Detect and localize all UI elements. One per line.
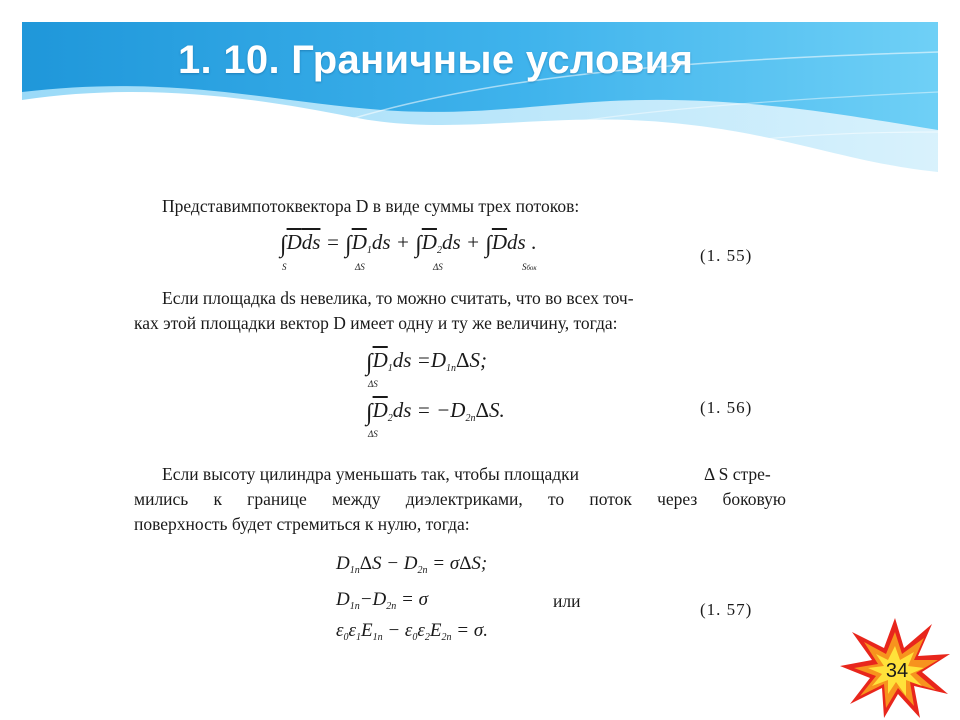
slide-title: 1. 10. Граничные условия <box>178 38 694 82</box>
eq55-limit-ds1: ΔS <box>355 262 365 272</box>
equation-1-57b: $D_{1n}-D_{2n} = \sigma$ <box>336 589 428 612</box>
eq55-limit-s: S <box>282 262 287 272</box>
equation-1-55: $\int\overline{D}\overline{ds} = \int\overline{D}_1ds + \int\overline{D}_2ds + \int\overline{D}ds$ . <box>280 230 537 258</box>
eq55-limit-ds2: ΔS <box>433 262 443 272</box>
equation-number-1-55: (1. 55) <box>700 246 753 265</box>
paragraph-2-line-1: Если площадка ds невелика, то можно считать, что во всех точ- <box>162 288 634 308</box>
paragraph-3-line-2: мились к границе между диэлектриками, то поток через боковую <box>134 489 786 509</box>
eq55-limit-sbok: Sбок <box>522 262 537 272</box>
equation-1-56b: $\int\overline{D}_2ds = -D_{2n}\Delta S$. <box>366 398 505 426</box>
eq56-limit-2: ΔS <box>368 429 378 439</box>
eq56-limit-1: ΔS <box>368 379 378 389</box>
paragraph-2-line-2: ках этой площадки вектор D имеет одну и ту же величину, тогда: <box>134 313 618 333</box>
equation-number-1-56: (1. 56) <box>700 398 753 417</box>
paragraph-3-line-3: поверхность будет стремиться к нулю, тогда: <box>134 514 470 534</box>
paragraph-intro: Представимпотоквектора D в виде суммы трех потоков: <box>162 196 580 216</box>
equation-connector-or: или <box>553 591 581 611</box>
equation-number-1-57: (1. 57) <box>700 600 753 619</box>
equation-1-57c: $\varepsilon_0\varepsilon_1E_{1n} - \varepsilon_0\varepsilon_2E_{2n} = \sigma$. <box>336 620 488 643</box>
paragraph-3-line-1a: Если высоту цилиндра уменьшать так, чтобы площадки <box>162 464 580 484</box>
paragraph-3-line-1b: Δ S стре- <box>704 464 771 484</box>
page-number: 34 <box>885 660 909 682</box>
equation-1-57a: $D_{1n}\Delta S - D_{2n} = \sigma\Delta S$; <box>336 553 488 576</box>
equation-1-56a: $\int\overline{D}_1ds =D_{1n}\Delta S$; <box>366 348 488 376</box>
